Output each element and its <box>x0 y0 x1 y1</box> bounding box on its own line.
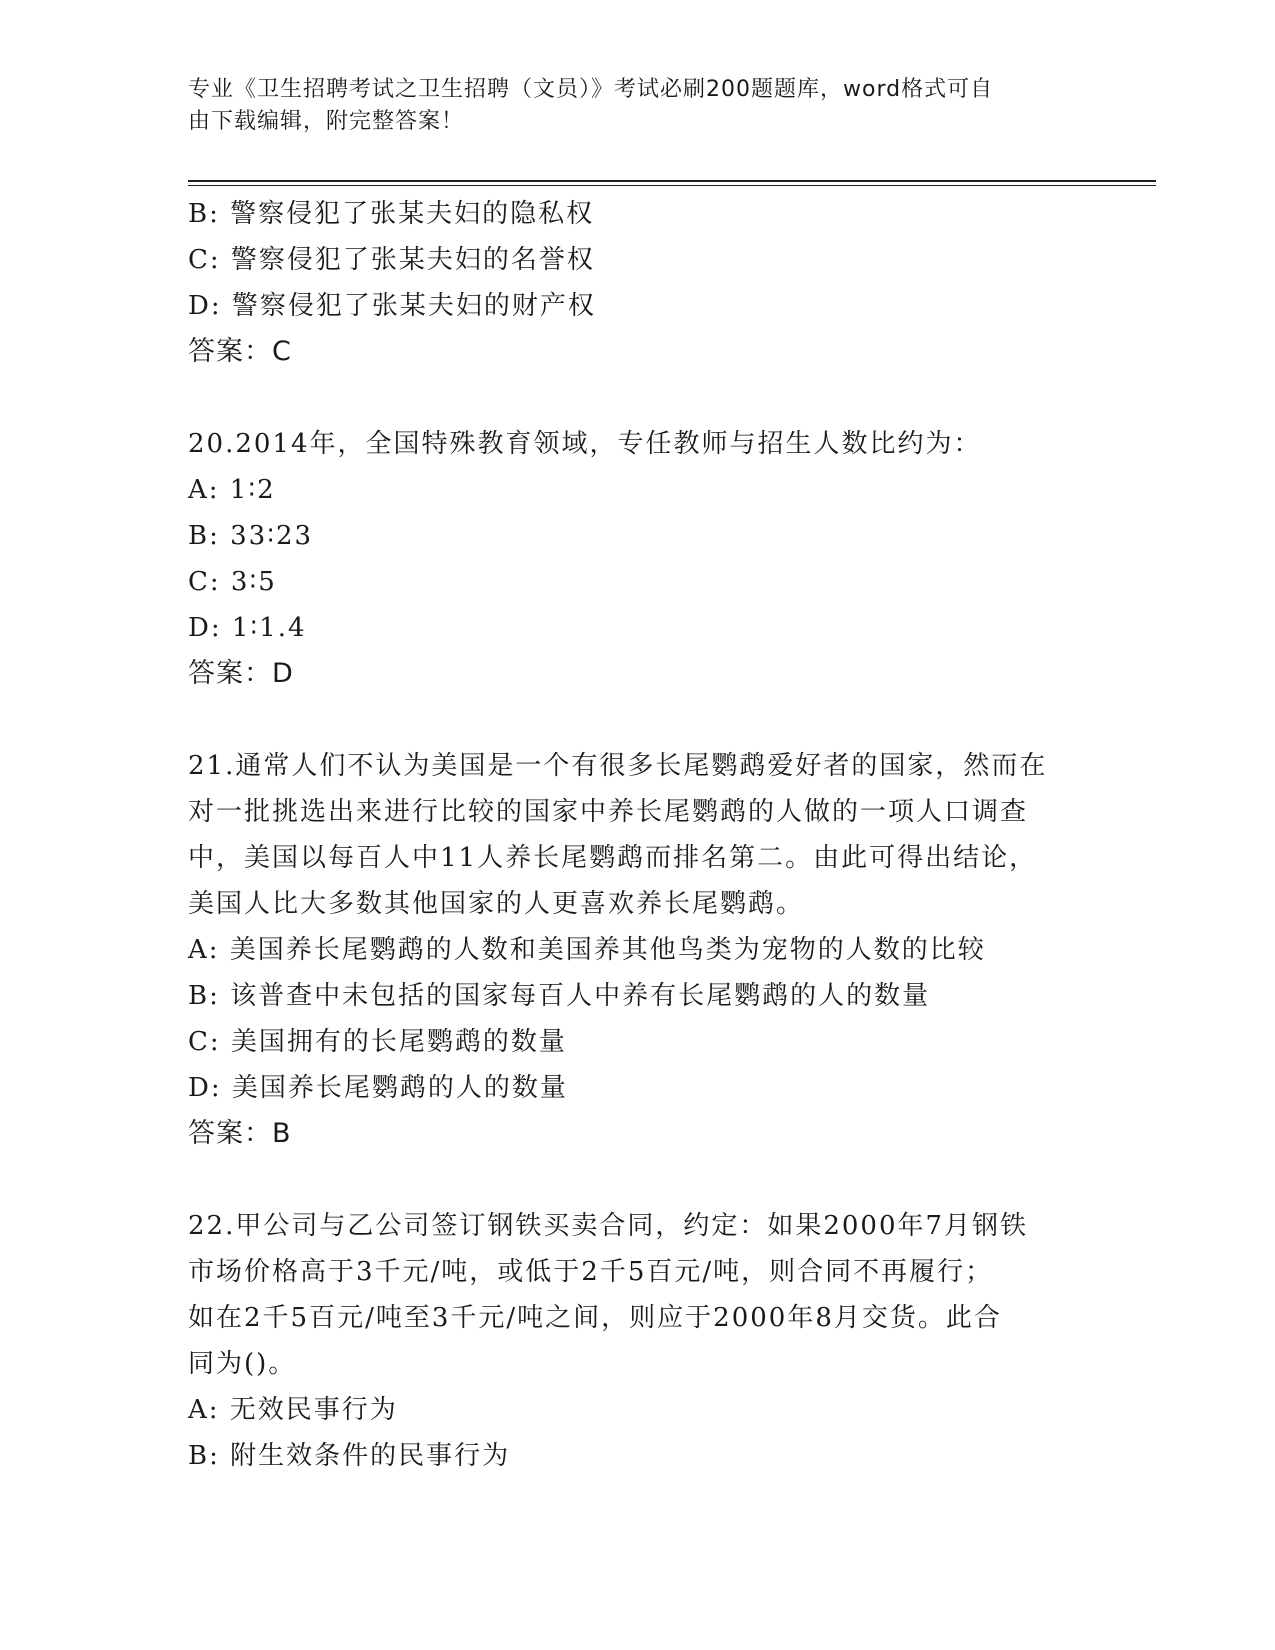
question-text-line: 22.甲公司与乙公司签订钢铁买卖合同，约定：如果2000年7月钢铁 <box>188 1211 1029 1241</box>
option-b: B: 该普查中未包括的国家每百人中养有长尾鹦鹉的人的数量 <box>188 981 931 1011</box>
answer-line: 答案：D <box>188 658 294 689</box>
option-a: A: 无效民事行为 <box>188 1395 398 1425</box>
header-divider-thin <box>188 185 1156 186</box>
question-text-line: 对一批挑选出来进行比较的国家中养长尾鹦鹉的人做的一项人口调查 <box>188 797 1029 827</box>
question-text-line: 21.通常人们不认为美国是一个有很多长尾鹦鹉爱好者的国家，然而在 <box>188 751 1048 781</box>
question-22 <box>188 1203 1088 1479</box>
option-c: C: 美国拥有的长尾鹦鹉的数量 <box>188 1027 567 1057</box>
option-d: D: 美国养长尾鹦鹉的人的数量 <box>188 1073 568 1103</box>
document-header <box>188 74 1068 138</box>
question-text: 20.2014年，全国特殊教育领域，专任教师与招生人数比约为： <box>188 429 982 459</box>
option-d: D: 警察侵犯了张某夫妇的财产权 <box>188 291 596 321</box>
question-text-line: 如在2千5百元/吨至3千元/吨之间，则应于2000年8月交货。此合 <box>188 1303 1002 1333</box>
option-a: A: 美国养长尾鹦鹉的人数和美国养其他鸟类为宠物的人数的比较 <box>188 935 986 965</box>
question-21 <box>188 743 1088 1157</box>
option-b: B: 33∶23 <box>188 521 314 551</box>
option-c: C: 警察侵犯了张某夫妇的名誉权 <box>188 245 595 275</box>
option-d: D: 1∶1.4 <box>188 613 307 643</box>
header-divider-thick <box>188 180 1156 182</box>
question-text-line: 市场价格高于3千元/吨，或低于2千5百元/吨，则合同不再履行； <box>188 1257 994 1287</box>
header-line-1: 专业《卫生招聘考试之卫生招聘（文员）》考试必刷200题题库，word格式可自 <box>188 77 994 102</box>
question-text-line: 中，美国以每百人中11人养长尾鹦鹉而排名第二。由此可得出结论， <box>188 843 1038 873</box>
answer-line: 答案：C <box>188 336 292 367</box>
answer-line: 答案：B <box>188 1118 292 1149</box>
header-line-2: 由下载编辑，附完整答案！ <box>188 109 465 134</box>
option-b: B: 警察侵犯了张某夫妇的隐私权 <box>188 199 595 229</box>
option-b: B: 附生效条件的民事行为 <box>188 1441 511 1471</box>
question-20 <box>188 421 1088 697</box>
document-body <box>188 191 1088 1479</box>
question-19 <box>188 191 1088 375</box>
question-text-line: 美国人比大多数其他国家的人更喜欢养长尾鹦鹉。 <box>188 889 805 919</box>
option-c: C: 3∶5 <box>188 567 277 597</box>
question-text-line: 同为()。 <box>188 1349 297 1379</box>
option-a: A: 1∶2 <box>188 475 276 505</box>
